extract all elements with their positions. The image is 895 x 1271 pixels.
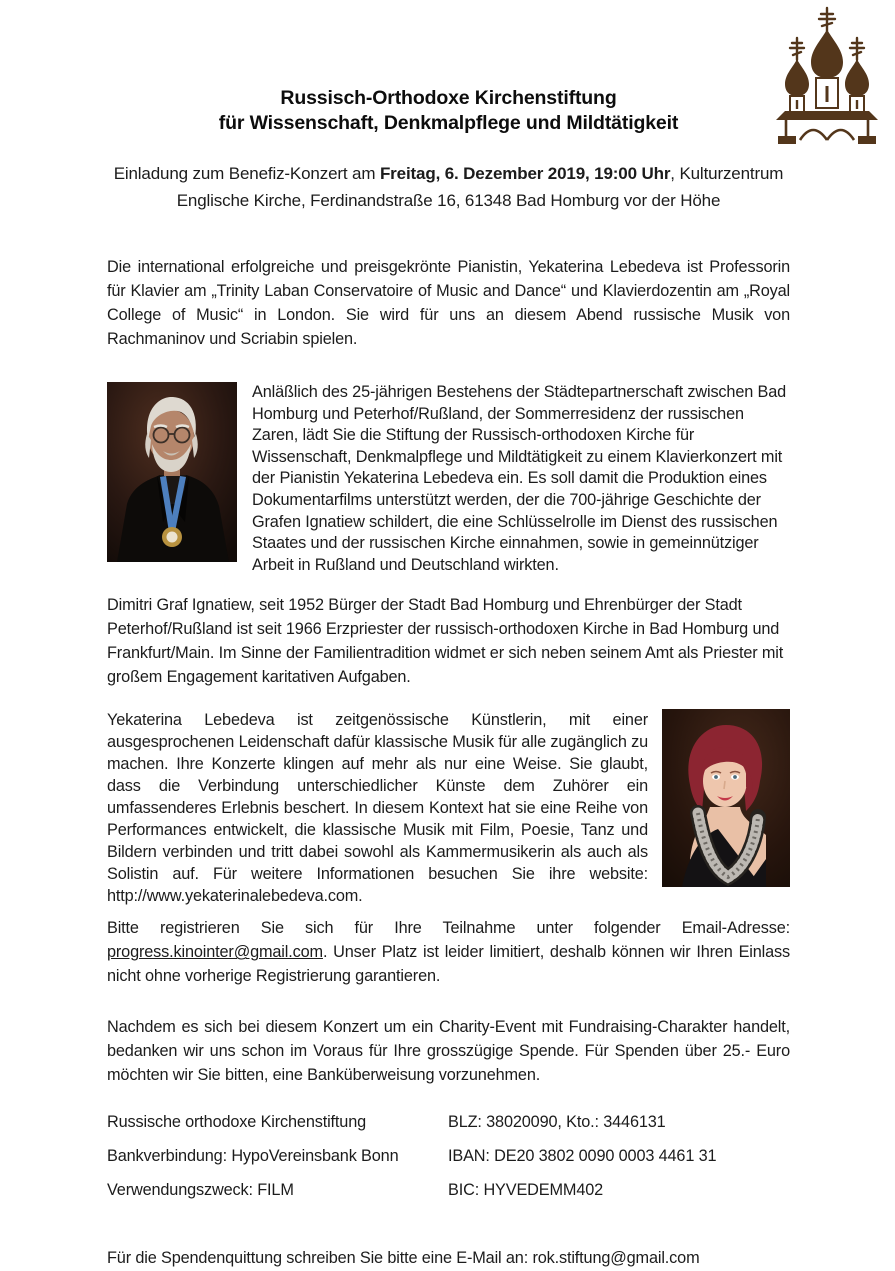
dimitri-paragraph: Dimitri Graf Ignatiew, seit 1952 Bürger der Stadt Bad Homburg und Ehrenbürger der Stadt Peterhof/Rußland ist seit 1966 Erzpriester der russisch-orthodoxen Kirche in Bad Homburg und Frankfurt/Main. Im Sinne der Familientradition widmet er sich neben seinem Amt als Priester mit großem Engagement karitativen Aufgaben. (107, 596, 784, 687)
bank-account-holder: Russische orthodoxe Kirchenstiftung (107, 1113, 367, 1132)
receipt-text: Für die Spendenquittung schreiben Sie bitte eine E-Mail an: (107, 1249, 533, 1268)
website-link: http://www.yekaterinalebedeva.com (107, 887, 359, 906)
title-line-2: für Wissenschaft, Denkmalpflege und Mildtätigkeit (218, 112, 679, 134)
bank-bic: BIC: HYVEDEMM402 (448, 1181, 604, 1200)
bank-name: Bankverbindung: HypoVereinsbank Bonn (107, 1147, 399, 1166)
intro-paragraph: Die international erfolgreiche und preisgekrönte Pianistin, Yekaterina Lebedeva ist Professorin für Klavier am „Trinity Laban Conservatoire of Music and Dance“ und Klavierdozentin am „Royal College of Music“ in London. Sie wird für uns an diesem Abend russische Musik von Rachmaninov und Scriabin spielen. (107, 258, 790, 348)
pianist-paragraph (107, 709, 648, 907)
charity-paragraph: Nachdem es sich bei diesem Konzert um ein Charity-Event mit Fundraising-Charakter handelt, bedanken wir uns schon im Voraus für Ihre grosszügige Spende. Für Spenden über 25.- Euro möchten wir Sie bitten, eine Banküberweisung vorzunehmen. (107, 1018, 790, 1085)
invitation-line (107, 160, 790, 214)
pianist-text-end: . (358, 887, 363, 906)
pianist-section (107, 709, 790, 907)
priest-section (107, 382, 790, 576)
bank-iban: IBAN: DE20 3802 0090 0003 4461 31 (448, 1147, 717, 1166)
invitation-pre: Einladung zum Benefiz-Konzert am (113, 164, 380, 183)
registration-email-link[interactable]: progress.kinointer@gmail.com (107, 943, 323, 962)
registration-text-end: . Unser Platz ist leider limitiert, deshalb können wir Ihren Einlass nicht ohne vorherige Registrierung garantieren. (107, 943, 790, 986)
donation-receipt-note (107, 1246, 790, 1270)
registration-text: Bitte registrieren Sie sich für Ihre Teilnahme unter folgender Email-Adresse: (107, 919, 790, 938)
page-title (107, 86, 790, 136)
invitation-post: , Kulturzentrum Englische Kirche, Ferdinandstraße 16, 61348 Bad Homburg vor der Höhe (176, 164, 784, 210)
priest-photo (107, 382, 237, 562)
title-line-1: Russisch-Orthodoxe Kirchenstiftung (280, 87, 617, 109)
registration-paragraph (107, 916, 790, 988)
pianist-photo (662, 709, 790, 887)
bank-purpose: Verwendungszweck: FILM (107, 1181, 294, 1200)
bank-row (107, 1145, 790, 1167)
bank-row (107, 1179, 790, 1201)
pianist-text: Yekaterina Lebedeva ist zeitgenössische Künstlerin, mit einer ausgesprochenen Leidenschaft dafür klassische Musik für alle zugänglich zu machen. Ihre Konzerte klingen auf mehr als nur eine Weise. Sie glaubt, dass die Verbindung unterschiedlicher Künste dem Zuhörer ein umfassenderes Erlebnis beschert. In diesem Kontext hat sie eine Reihe von Performances entwickelt, die klassische Musik mit Film, Poesie, Tanz und Bildern verbinden und tritt dabei sowohl als Kammermusikerin als auch als Solistin auf. Für weitere Informationen besuchen Sie ihre website: (107, 711, 648, 884)
invitation-date-bold: Freitag, 6. Dezember 2019, 19:00 Uhr (379, 164, 671, 183)
priest-paragraph: Anläßlich des 25-jährigen Bestehens der Städtepartnerschaft zwischen Bad Homburg und Peterhof/Rußland, der Sommerresidenz der russischen Zaren, lädt Sie die Stiftung der Russisch-orthodoxen Kirche für Wissenschaft, Denkmalpflege und Mildtätigkeit zu einem Klavierkonzert mit der Pianistin Yekaterina Lebedeva ein. Es soll damit die Produktion eines Dokumentarfilms unterstützt werden, der die 700-jährige Geschichte der Grafen Ignatiew schildert, die eine Schlüsselrolle im Dienst des russischen Staates und der russischen Kirche einnahmen, sowie in gemeinnütziger Arbeit in Rußland und Deutschland wirkten. (252, 383, 787, 574)
document-body (107, 0, 790, 1271)
bank-blz-kto: BLZ: 38020090, Kto.: 3446131 (448, 1113, 666, 1132)
bank-row (107, 1111, 790, 1133)
bank-details (107, 1111, 790, 1201)
receipt-email: rok.stiftung@gmail.com (532, 1249, 700, 1268)
